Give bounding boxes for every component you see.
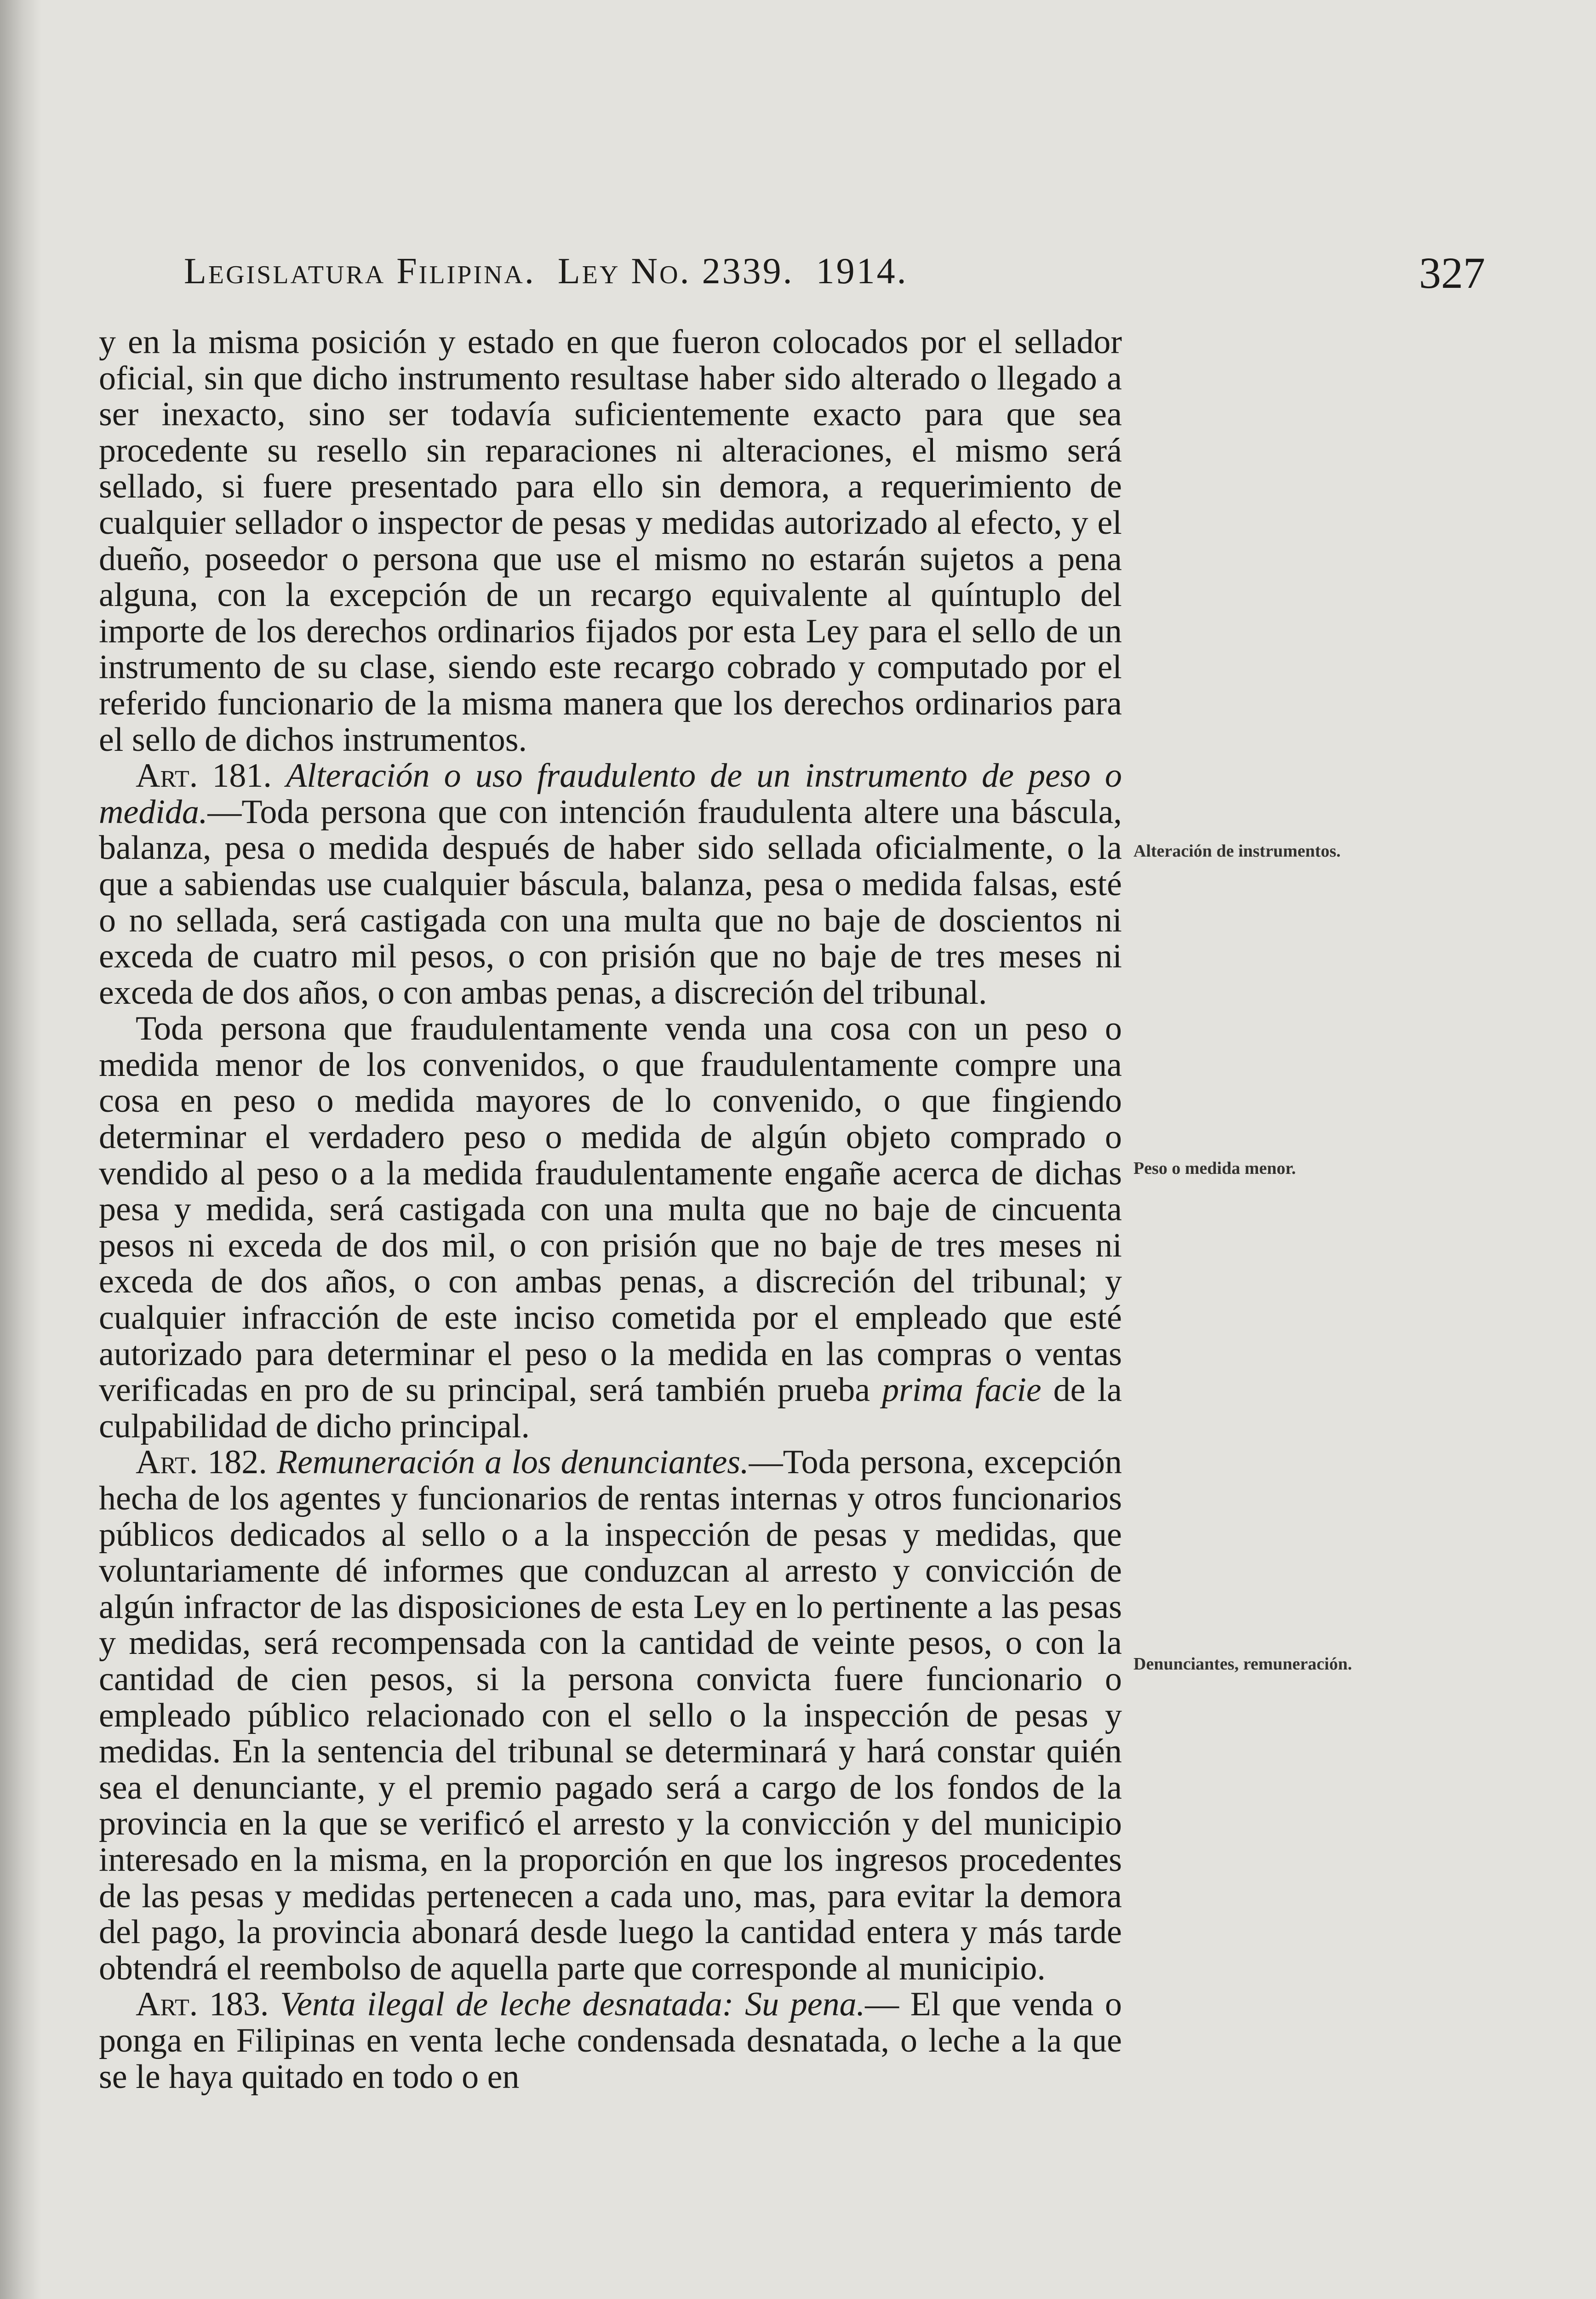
article-title: Alteración o uso fraudulento de un instrumento de peso o medida. xyxy=(99,757,1122,831)
margin-note-alteracion: Alteración de instrumentos. xyxy=(1133,841,1341,861)
article-181 xyxy=(99,758,1122,1011)
paragraph-text: Toda persona que fraudulentamente venda una cosa con un peso o medida menor de los convenidos, o que fraudulentamente compre una cosa en peso o medida mayores de lo convenido, o que fingiendo determinar el verdadero peso o medida de algún objeto comprado o vendido al peso o a la medida fraudulentamente engañe acerca de dichas pesa y medida, será castigada con una multa que no baje de cincuenta pesos ni exceda de dos mil, o con prisión que no baje de tres meses ni exceda de dos años, o con ambas penas, a discreción del tribunal; y cualquier infracción de este inciso cometida por el empleado que esté autorizado para determinar el peso o la medida en las compras o ventas verificadas en pro de su principal, será también prueba xyxy=(99,1010,1122,1409)
paragraph-peso-medida xyxy=(99,1011,1122,1444)
running-header xyxy=(184,251,1481,297)
article-number: Art. 182. xyxy=(136,1443,267,1481)
header-year: 1914. xyxy=(816,251,908,292)
article-number: Art. 183. xyxy=(136,1985,269,2024)
article-183 xyxy=(99,1986,1122,2095)
article-title: Remuneración a los denunciantes. xyxy=(276,1443,749,1481)
running-title xyxy=(184,251,908,292)
body-text xyxy=(99,324,1122,2095)
article-text: — El que venda o ponga en Filipinas en venta leche condensada desnatada, o leche a la que se le haya quitado en todo o en xyxy=(99,1985,1122,2096)
article-number: Art. 181. xyxy=(136,757,272,795)
page-number: 327 xyxy=(1419,248,1485,297)
latin-term: prima facie xyxy=(882,1371,1041,1409)
page-binding-shadow xyxy=(0,0,41,2299)
margin-note-peso-medida: Peso o medida menor. xyxy=(1133,1159,1296,1178)
margin-note-denunciantes: Denunciantes, remuneración. xyxy=(1133,1654,1352,1674)
header-legislatura: Legislatura Filipina. xyxy=(184,251,536,292)
article-text: —Toda persona, excepción hecha de los agentes y funcionarios de rentas internas y otros funcionarios públicos dedicados al sello o a la inspección de pesas y medidas, que voluntariamente dé informes que conduzcan al arresto y convicción de algún infractor de las disposiciones de esta Ley en lo pertinente a las pesas y medidas, será recompensada con la cantidad de veinte pesos, o con la cantidad de cien pesos, si la persona convicta fuere funcionario o empleado público relacionado con el sello o la inspección de pesas y medidas. En la sentencia del tribunal se determinará y hará constar quién sea el denunciante, y el premio pagado será a cargo de los fondos de la provincia en la que se verificó el arresto y la convicción y del municipio interesado en la misma, en la proporción en que los ingresos procedentes de las pesas y medidas pertenecen a cada uno, mas, para evitar la demora del pago, la provincia abonará desde luego la cantidad entera y más tarde obtendrá el reembolso de aquella parte que corresponde al municipio. xyxy=(99,1443,1122,1987)
paragraph-text-end: de la culpabilidad de dicho principal. xyxy=(99,1371,1122,1445)
paragraph-continuation: y en la misma posición y estado en que fueron colocados por el sellador oficial, sin que dicho instrumento resultase haber sido alterado o llegado a ser inexacto, sino ser todavía suficientemente exacto para que sea procedente su resello sin reparaciones ni alteraciones, el mismo será sellado, si fuere presentado para ello sin demora, a requerimiento de cualquier sellador o inspector de pesas y medidas autorizado al efecto, y el dueño, poseedor o persona que use el mismo no estarán sujetos a pena alguna, con la excepción de un recargo equivalente al quíntuplo del importe de los derechos ordinarios fijados por esta Ley para el sello de un instrumento de su clase, siendo este recargo cobrado y computado por el referido funcionario de la misma manera que los derechos ordinarios para el sello de dichos instrumentos. xyxy=(99,323,1122,759)
article-title: Venta ilegal de leche desnatada: Su pena. xyxy=(280,1985,865,2024)
header-ley: Ley No. 2339. xyxy=(557,251,794,292)
article-text: —Toda persona que con intención fraudulenta altere una báscula, balanza, pesa o medida después de haber sido sellada oficialmente, o la que a sabiendas use cualquier báscula, balanza, pesa o medida falsas, esté o no sellada, será castigada con una multa que no baje de doscientos ni exceda de cuatro mil pesos, o con prisión que no baje de tres meses ni exceda de dos años, o con ambas penas, a discreción del tribunal. xyxy=(99,793,1122,1012)
article-182 xyxy=(99,1444,1122,1986)
